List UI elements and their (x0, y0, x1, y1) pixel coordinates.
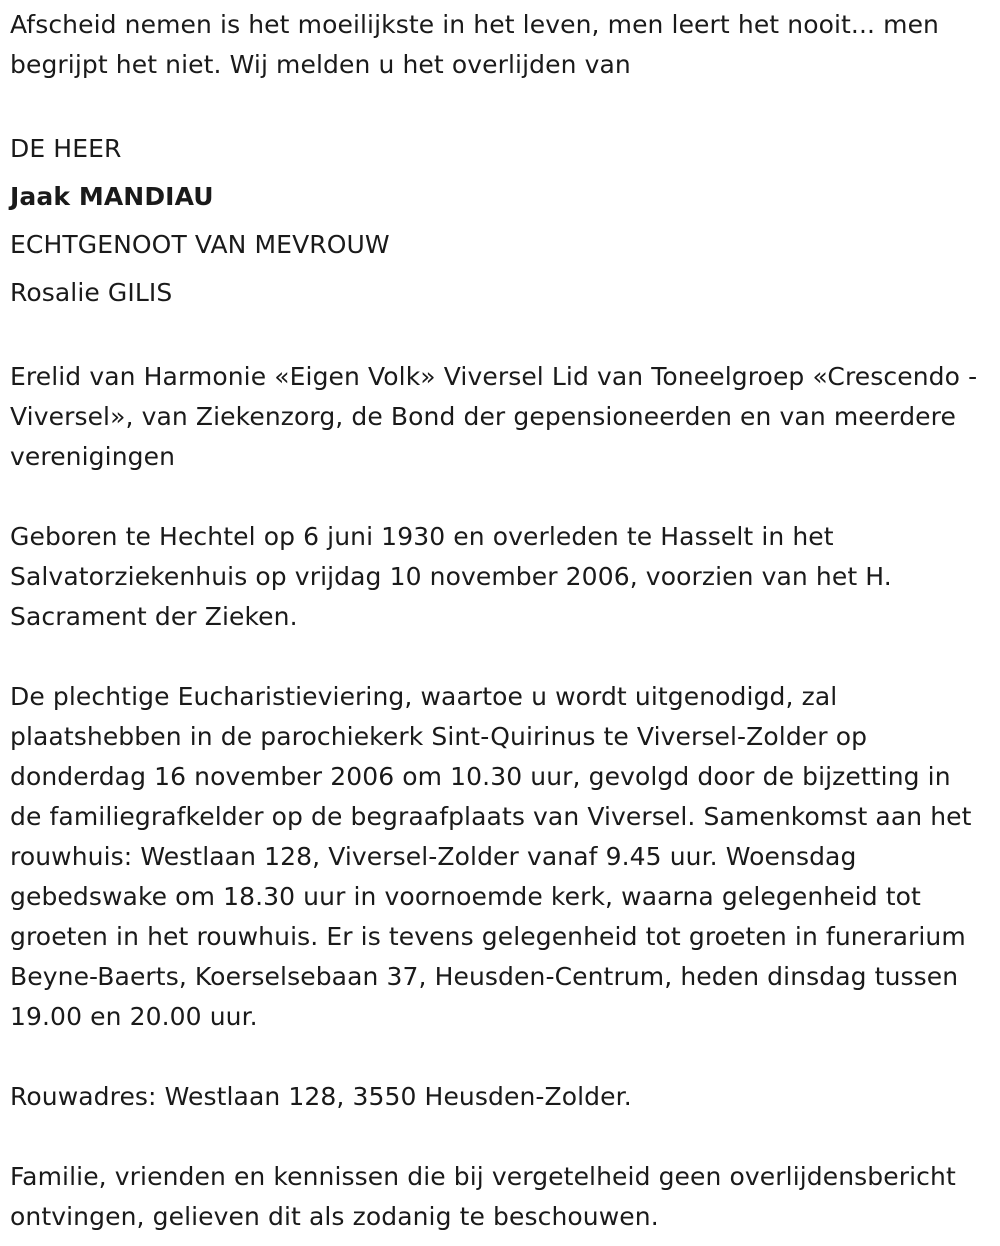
spacer (10, 477, 990, 517)
relation-line: ECHTGENOOT VAN MEVROUW (10, 230, 390, 259)
spacer (10, 85, 990, 125)
closing-paragraph: Familie, vrienden en kennissen die bij vergetelheid geen overlijdensbericht ontvingen, gelieven dit als zodanig te beschouwen. (10, 1162, 956, 1231)
spacer (10, 637, 990, 677)
spacer (10, 1037, 990, 1077)
spacer (10, 317, 990, 357)
spouse-name: Rosalie GILIS (10, 278, 173, 307)
address-paragraph: Rouwadres: Westlaan 128, 3550 Heusden-Zolder. (10, 1082, 632, 1111)
deceased-title: DE HEER (10, 134, 122, 163)
intro-paragraph: Afscheid nemen is het moeilijkste in het leven, men leert het nooit... men begrijpt het niet. Wij melden u het overlijden van (10, 10, 939, 79)
honors-paragraph: Erelid van Harmonie «Eigen Volk» Viversel Lid van Toneelgroep «Crescendo - Viversel», van Ziekenzorg, de Bond der gepensioneerden en van meerdere verenigingen (10, 362, 978, 471)
deceased-name: Jaak MANDIAU (10, 182, 214, 211)
birth-death-paragraph: Geboren te Hechtel op 6 juni 1930 en overleden te Hasselt in het Salvatorziekenhuis op vrijdag 10 november 2006, voorzien van het H. Sacrament der Zieken. (10, 522, 892, 631)
spacer (10, 1117, 990, 1157)
ceremony-paragraph: De plechtige Eucharistieviering, waartoe u wordt uitgenodigd, zal plaatshebben in de parochiekerk Sint-Quirinus te Viversel-Zolder op donderdag 16 november 2006 om 10.30 uur, gevolgd door de bijzetting in de familiegrafkelder op de begraafplaats van Viversel. Samenkomst aan het rouwhuis: Westlaan 128, Viversel-Zolder vanaf 9.45 uur. Woensdag gebedswake om 18.30 uur in voornoemde kerk, waarna gelegenheid tot groeten in het rouwhuis. Er is tevens gelegenheid tot groeten in funerarium Beyne-Baerts, Koerselsebaan 37, Heusden-Centrum, heden dinsdag tussen 19.00 en 20.00 uur. (10, 682, 972, 1031)
